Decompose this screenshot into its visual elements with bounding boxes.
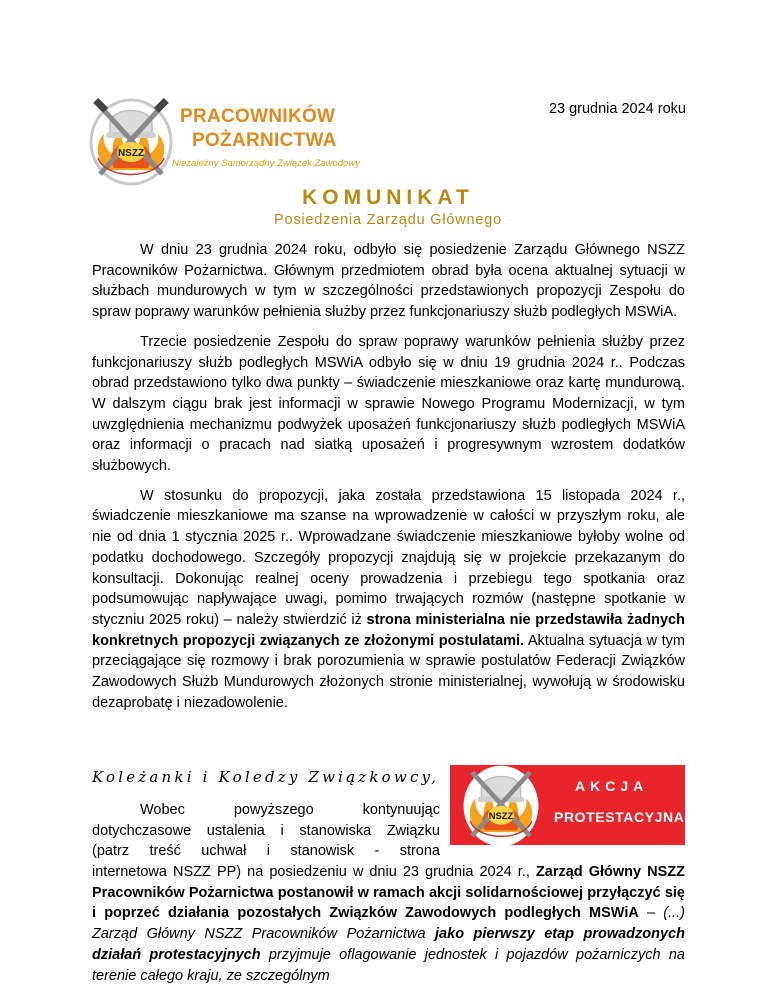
logo-subtitle: Niezależny Samorządny Związek Zawodowy xyxy=(172,158,360,169)
final-text-2: – xyxy=(638,905,664,922)
paragraph-3-rest: Aktualna sytuacja w tym przeciągające się rozmowy i brak porozumienia w sprawie postulatów Federacji Związków Zawodowych Służb Mundurowych złożonych stronie ministerialnej, wywołują w środowisku dezaprobatę i niezadowolenie. xyxy=(92,632,685,711)
union-emblem-icon xyxy=(460,761,542,849)
svg-text:NSZZ: NSZZ xyxy=(488,811,514,822)
document-title: KOMUNIKAT xyxy=(302,186,474,209)
left-column-text xyxy=(92,800,440,862)
document-subtitle: Posiedzenia Zarządu Głównego xyxy=(274,212,502,228)
final-italic-2: przyjmuje oflagowanie jednostek i pojazdów pożarniczych na terenie całego kraju, ze szczególnym xyxy=(92,946,685,984)
final-italic-1: (...) Zarząd Główny NSZZ Pracowników Pożarnictwa xyxy=(92,905,685,943)
left-line-1: Wobec powyższego kontynuując xyxy=(140,802,440,818)
banner-line1: AKCJA xyxy=(575,778,649,794)
document-date: 23 grudnia 2024 roku xyxy=(548,101,686,117)
final-text-1: internetowa NSZZ PP) na posiedzeniu w dniu 23 grudnia 2024 r., xyxy=(92,864,536,880)
paragraph-1: W dniu 23 grudnia 2024 roku, odbyło się posiedzenie Zarządu Głównego NSZZ Pracowników Pożarnictwa. Głównym przedmiotem obrad była ocena aktualnej sytuacji w służbach mundurowych w tym w szczególności przedstawionych propozycji Zespołu do spraw poprawy warunków pełnienia służby przez funkcjonariuszy służb podległych MSWiA. xyxy=(92,242,685,321)
paragraph-3-text: W stosunku do propozycji, jaka została przedstawiona 15 listopada 2024 r., świadczenie mieszkaniowe ma szanse na wprowadzenie w całości w przyszłym roku, ale nie od dnia 1 stycznia 2025 r.. Wprowadzane świadczenie mieszkaniowe byłoby wolne od podatku dochodowego. Szczegóły propozycji znajdują się w projekcie przekazanym do konsultacji. Dokonując realnej oceny prowadzenia i przebiegu tego spotkania oraz podsumowując napływające uwagi, pomimo trwających rozmów (następne spotkanie w styczniu 2025 roku) – należy stwierdzić iż xyxy=(92,487,685,628)
final-bold-italic: jako pierwszy etap prowadzonych działań protestacyjnych xyxy=(92,926,685,963)
paragraph-2: Trzecie posiedzenie Zespołu do spraw poprawy warunków pełnienia służby przez funkcjonariuszy służb podległych MSWiA odbyło się w dniu 19 grudnia 2024 r.. Podczas obrad przedstawiono tylko dwa punkty – świadczenie mieszkaniowe oraz kartę mundurową. W dalszym ciągu brak jest informacji w sprawie Nowego Programu Modernizacji, w tym uwzględnienia mechanizmu podwyżek uposażeń funkcjonariuszy służb podległych MSWiA oraz informacji o pracach nad siatką uposażeń i progresywnym wzrostem dodatków służbowych. xyxy=(92,333,685,475)
left-line-2: dotychczasowe ustalenia i stanowiska Związku xyxy=(92,822,440,839)
protest-action-banner xyxy=(450,765,685,845)
main-body xyxy=(92,240,685,722)
organization-header xyxy=(88,94,388,194)
svg-text:NSZZ: NSZZ xyxy=(117,148,145,159)
paragraph-3 xyxy=(92,486,685,714)
left-line-3: (patrz treść uchwał i stanowisk - strona xyxy=(92,843,440,860)
greeting: Koleżanki i Koledzy Związkowcy, xyxy=(92,768,440,786)
union-emblem-icon xyxy=(88,94,174,188)
final-paragraph xyxy=(92,862,685,986)
logo-title-line1: PRACOWNIKÓW xyxy=(180,106,336,127)
logo-title-line2: POŻARNICTWA xyxy=(192,130,337,151)
final-bold: Zarząd Główny NSZZ Pracowników Pożarnictwa postanowił w ramach akcji solidarnościowej przyłączyć się i poprzeć działania pozostałych Związków Zawodowych podległych MSWiA xyxy=(92,864,686,922)
paragraph-3-bold: strona ministerialna nie przedstawiła żadnych konkretnych propozycji związanych ze złożonymi postulatami. xyxy=(92,611,685,649)
banner-line2: PROTESTACYJNA xyxy=(554,809,685,825)
